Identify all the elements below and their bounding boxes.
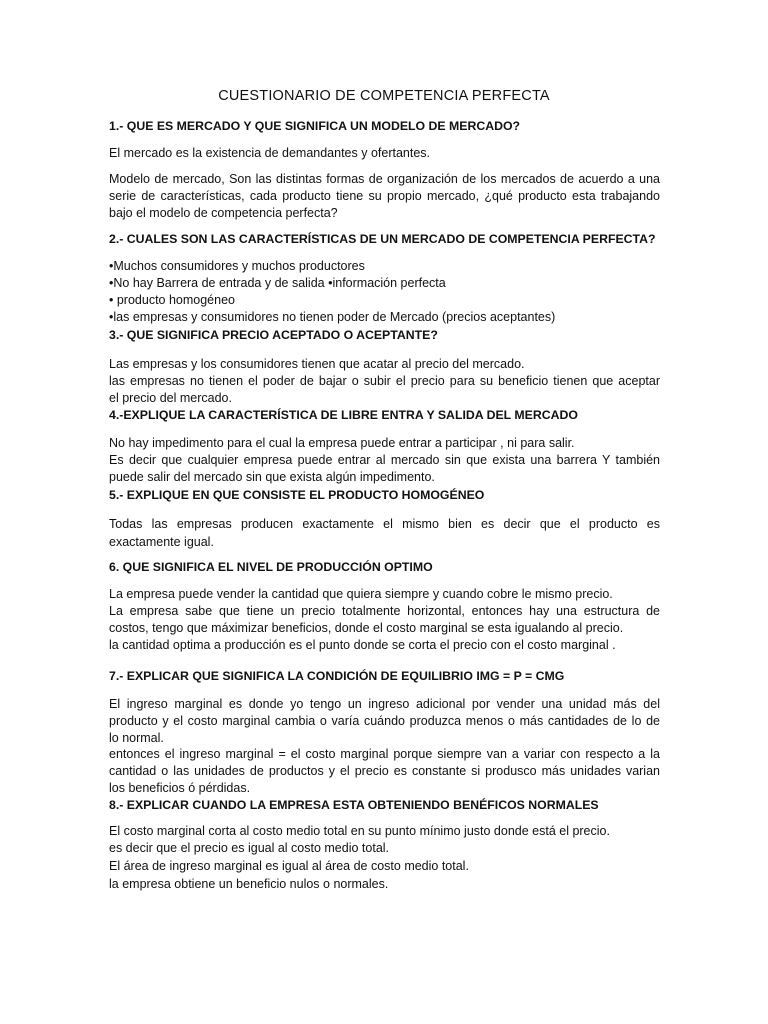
question-heading-6: 6. QUE SIGNIFICA EL NIVEL DE PRODUCCIÓN OPTIMO	[109, 560, 433, 574]
answer-line: la cantidad optima a producción es el punto donde se corta el precio con el costo marginal .	[109, 638, 616, 652]
answer-line: El ingreso marginal es donde yo tengo un ingreso adicional por vender una unidad más del	[109, 697, 660, 711]
answer-line: cantidad o las unidades de productos y el precio es constante si produsco más unidades varian	[109, 764, 660, 778]
bullet-item: •Muchos consumidores y muchos productores	[109, 259, 365, 273]
answer-line: Las empresas y los consumidores tienen que acatar al precio del mercado.	[109, 357, 525, 371]
answer-line: Modelo de mercado, Son las distintas formas de organización de los mercados de acuerdo a una	[109, 172, 660, 186]
answer-line: producto y el costo marginal cambia o varía cuándo produzca menos o más cantidades de lo de	[109, 714, 660, 728]
answer-line: exactamente igual.	[109, 535, 214, 549]
question-heading-1: 1.- QUE ES MERCADO Y QUE SIGNIFICA UN MODELO DE MERCADO?	[109, 119, 521, 133]
answer-line: serie de características, cada producto tiene su propio mercado, ¿qué producto esta trabajando	[109, 189, 660, 203]
answer-line: el precio del mercado.	[109, 391, 232, 405]
question-heading-7: 7.- EXPLICAR QUE SIGNIFICA LA CONDICIÓN DE EQUILIBRIO IMG = P = CMG	[109, 669, 565, 683]
answer-line: costos, tengo que máximizar beneficios, donde el costo marginal se esta igualando al precio.	[109, 621, 624, 635]
answer-line: la empresa obtiene un beneficio nulos o normales.	[109, 877, 389, 891]
answer-line: No hay impedimento para el cual la empresa puede entrar a participar , ni para salir.	[109, 436, 575, 450]
bullet-item: • producto homogéneo	[109, 293, 235, 307]
answer-line: lo normal.	[109, 731, 164, 745]
bullet-item: •No hay Barrera de entrada y de salida •información perfecta	[109, 276, 446, 290]
answer-line: Es decir que cualquier empresa puede entrar al mercado sin que exista una barrera Y también	[109, 453, 660, 467]
answer-line: La empresa puede vender la cantidad que quiera siempre y cuando cobre le mismo precio.	[109, 587, 613, 601]
answer-line: puede salir del mercado sin que exista algún impedimento.	[109, 470, 435, 484]
question-heading-8: 8.- EXPLICAR CUANDO LA EMPRESA ESTA OBTENIENDO BENÉFICOS NORMALES	[109, 798, 599, 812]
answer-line: bajo el modelo de competencia perfecta?	[109, 206, 338, 220]
answer-line: es decir que el precio es igual al costo medio total.	[109, 841, 390, 855]
question-heading-4: 4.-EXPLIQUE LA CARACTERÍSTICA DE LIBRE ENTRA Y SALIDA DEL MERCADO	[109, 408, 578, 422]
document-title: CUESTIONARIO DE COMPETENCIA PERFECTA	[218, 88, 550, 104]
answer-line: El mercado es la existencia de demandantes y ofertantes.	[109, 146, 431, 160]
question-heading-2: 2.- CUALES SON LAS CARACTERÍSTICAS DE UN MERCADO DE COMPETENCIA PERFECTA?	[109, 232, 656, 246]
answer-line: Todas las empresas producen exactamente el mismo bien es decir que el producto es	[109, 517, 660, 531]
question-heading-3: 3.- QUE SIGNIFICA PRECIO ACEPTADO O ACEPTANTE?	[109, 328, 438, 342]
answer-line: los beneficios ó pérdidas.	[109, 781, 251, 795]
answer-line: entonces el ingreso marginal = el costo marginal porque siempre van a variar con respecto a la	[109, 747, 660, 761]
answer-line: las empresas no tienen el poder de bajar o subir el precio para su beneficio tienen que aceptar	[109, 374, 660, 388]
question-heading-5: 5.- EXPLIQUE EN QUE CONSISTE EL PRODUCTO HOMOGÉNEO	[109, 488, 485, 502]
answer-line: El costo marginal corta al costo medio total en su punto mínimo justo donde está el precio.	[109, 824, 610, 838]
bullet-item: •las empresas y consumidores no tienen poder de Mercado (precios aceptantes)	[109, 310, 556, 324]
answer-line: La empresa sabe que tiene un precio totalmente horizontal, entonces hay una estructura de	[109, 604, 660, 618]
answer-line: El área de ingreso marginal es igual al área de costo medio total.	[109, 859, 469, 873]
